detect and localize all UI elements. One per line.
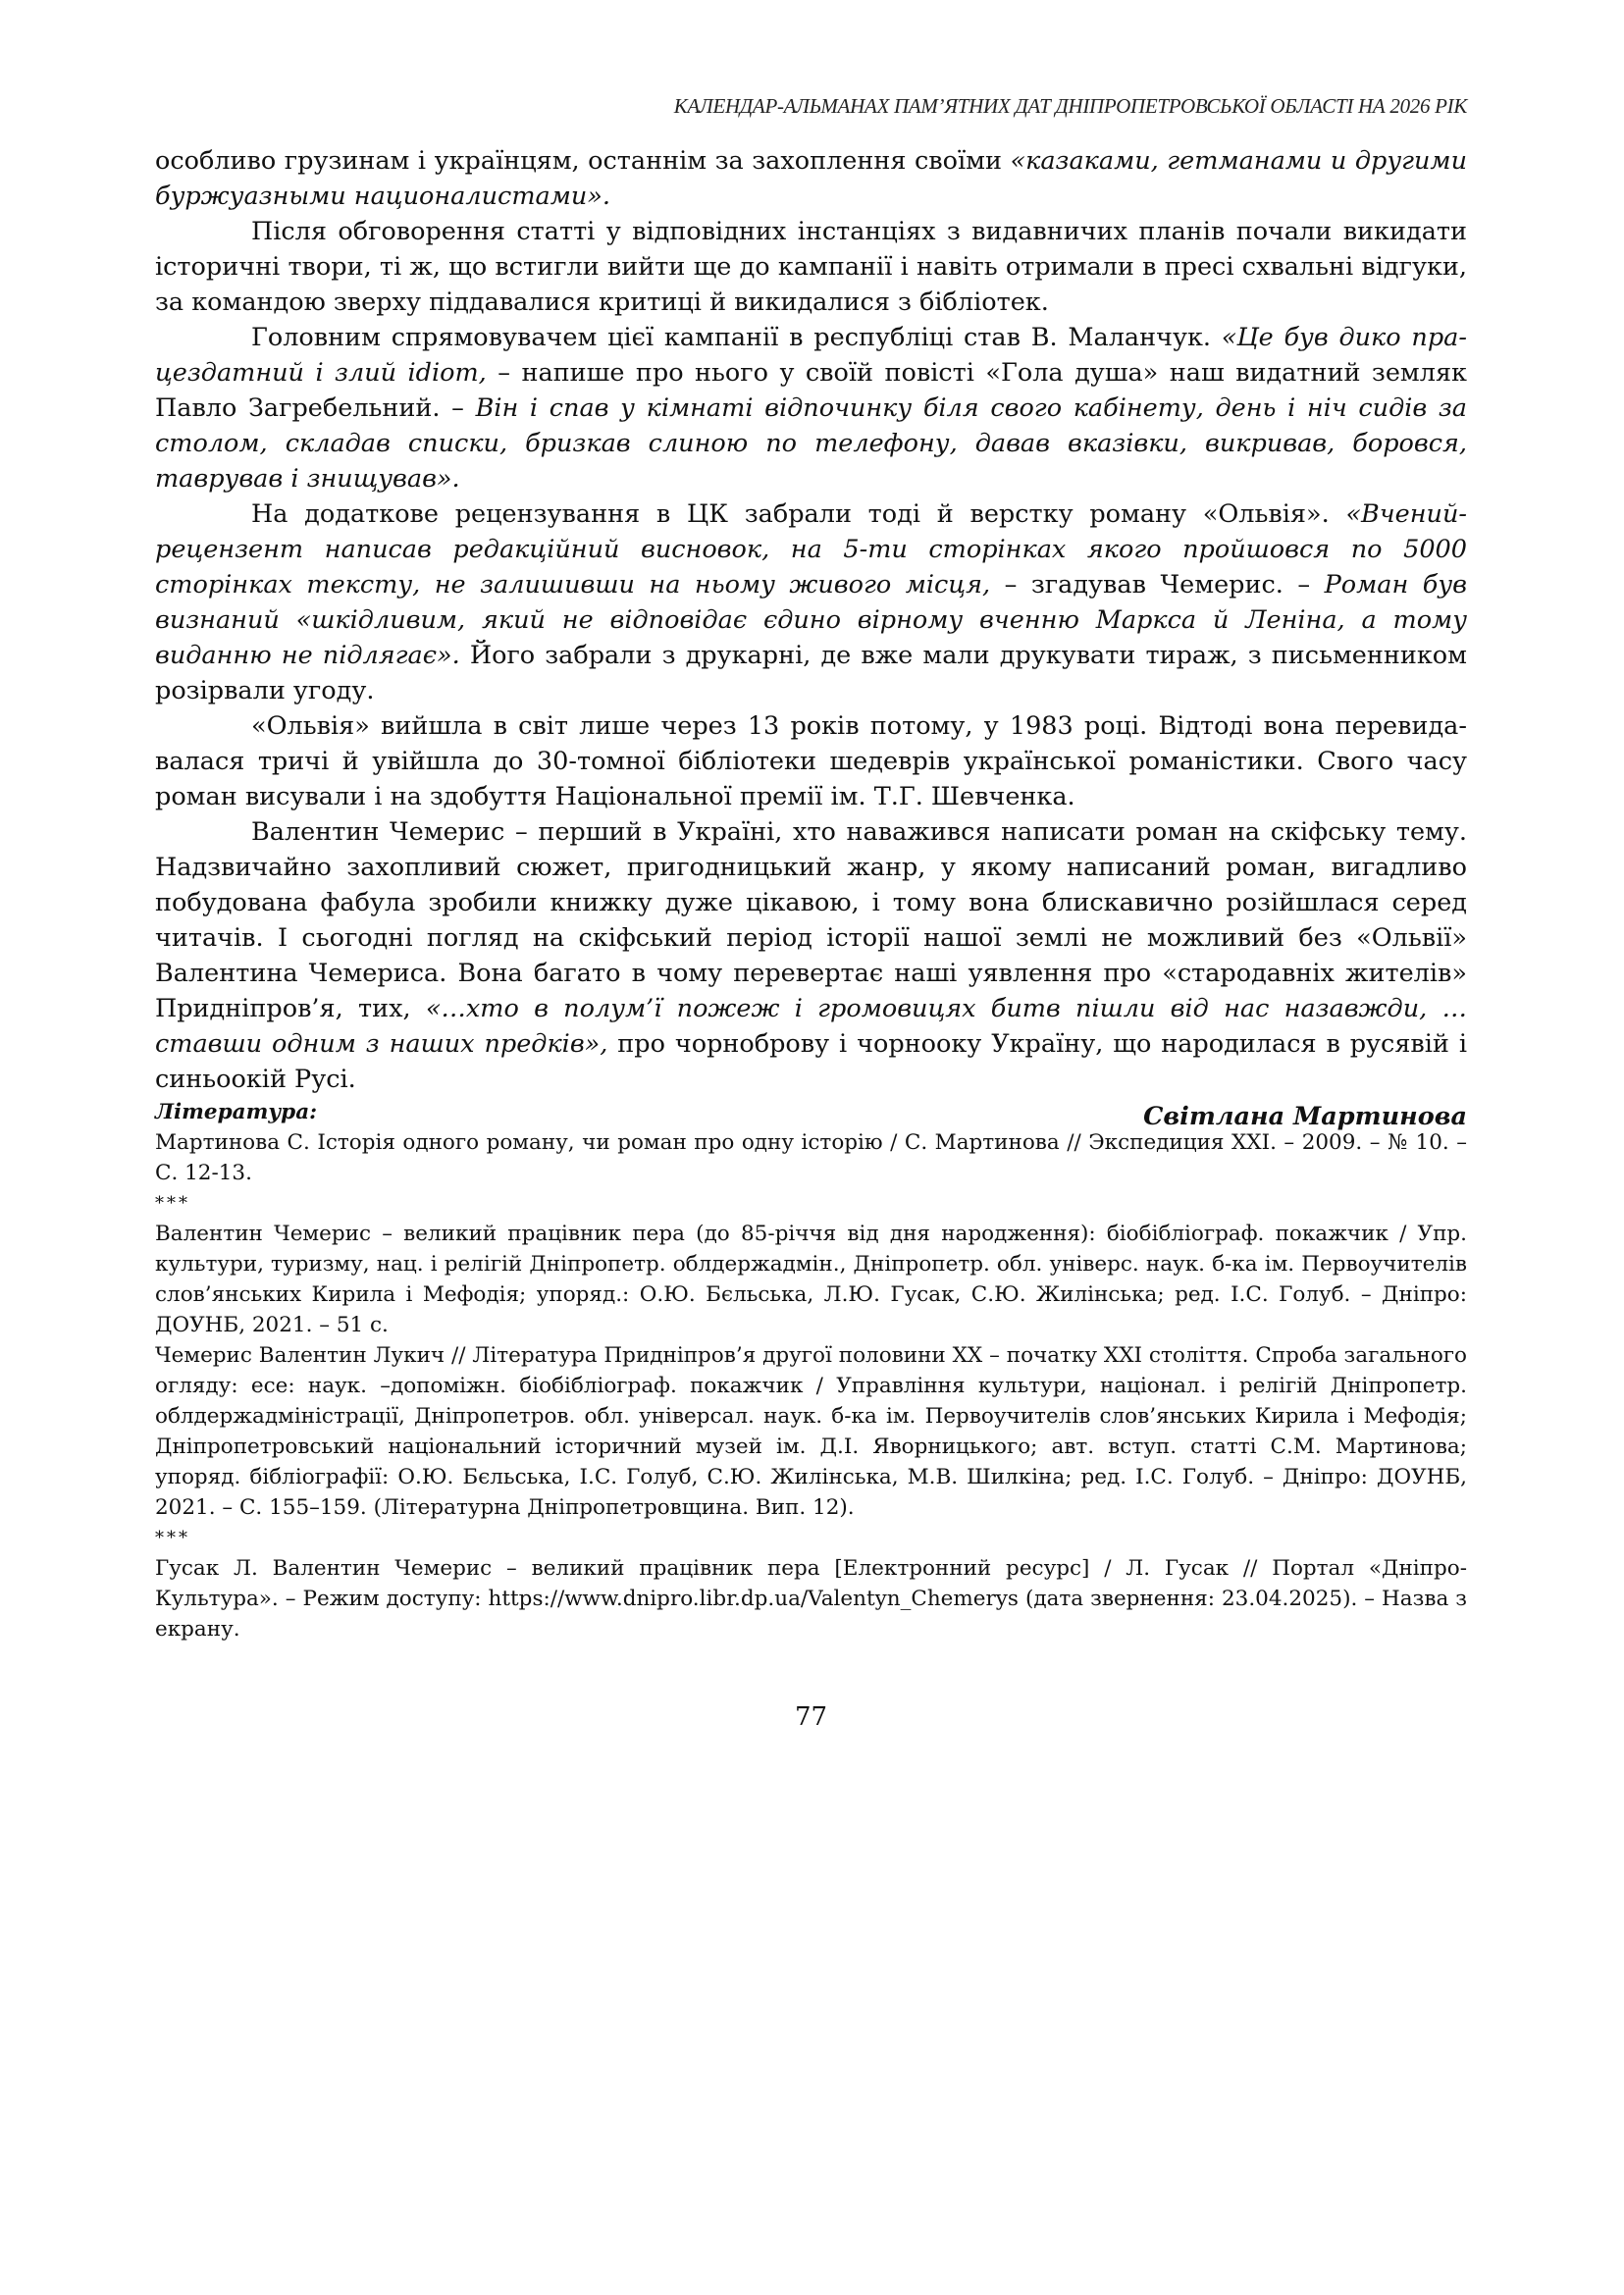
separator: *** (155, 1193, 190, 1214)
article-body (155, 143, 1467, 1134)
quotation: «казаками, гетманами и другими буржуазными националистами». (155, 146, 1467, 211)
paragraph-text: особливо грузинам і українцям, останнім за захоплення своїми (155, 146, 1011, 176)
author-signature: Світлана Мартинова (1143, 1102, 1467, 1131)
quotation: Роман був визнаний «шкідливим, який не відповідає єдино вірному вченню Маркса й Леніна, а тому виданню не підлягає». (155, 570, 1467, 670)
quotation: «Це був дико працездатний і злий idiom, (155, 323, 1467, 388)
reference-item: Чемерис Валентин Лукич // Література Придніпров’я другої половини XX – початку XXI століття. Спроба загального огляду: есе: наук. –допоміжн. біобібліограф. покажчик / Управління культури, націонал. і релігій Дніпропетр. облдержадміністрації, Дніпропетров. обл. універсал. наук. б-ка ім. Первоучителів слов’янських Кирила і Мефодія; Дніпропетровський національний історичний музей ім. Д.І. Яворницького; авт. вступ. статті С.М. Мартинова; упоряд. бібліографії: О.Ю. Бєльська, І.С. Голуб, С.Ю. Жилінська, М.В. Шилкіна; ред. І.С. Голуб. – Дніпро: ДОУНБ, 2021. – С. 155–159. (Літературна Дніпропетровщина. Вип. 12). (155, 1343, 1467, 1520)
paragraph (155, 320, 1467, 496)
quotation: «Вчений-рецензент написав редакційний висновок, на 5-ти сторінках якого пройшовся по 5000 сторінках тексту, не залишивши на ньому живого місця, (155, 499, 1467, 600)
separator: *** (155, 1528, 190, 1548)
paragraph-text: Головним спрямовувачем цієї кампанії в республіці став В. Маланчук. (251, 323, 1222, 352)
references-heading: Література: (155, 1100, 318, 1124)
paragraph-text: На додаткове рецензування в ЦК забрали тоді й верстку роману «Ольвія». (251, 499, 1346, 529)
paragraph (155, 814, 1467, 1097)
paragraph-text: – напише про нього у своїй повісті «Гола душа» наш видатний земляк Павло Загребельний. – (155, 358, 1467, 423)
paragraph-text: «Ольвія» вийшла в світ лише через 13 років потому, у 1983 році. Відтоді вона перевидавалася тричі й увійшла до 30-томної бібліотеки шедеврів української романістики. Свого часу роман висували і на здобуття Національної премії ім. Т.Г. Шевченка. (155, 711, 1467, 811)
paragraph-text: Після обговорення статті у відповідних інстанціях з видавничих планів почали викидати історичні твори, ті ж, що встигли вийти ще до кампанії і навіть отримали в пресі схвальні відгуки, за командою зверху піддавалися критиці й викидалися з бібліотек. (155, 217, 1467, 317)
paragraph-text: про чорноброву і чорнооку Україну, що народилася в русявій і синьоокій Русі. (155, 1029, 1467, 1094)
paragraph-text: – згадував Чемерис. – (990, 570, 1325, 600)
reference-item: Мартинова С. Історія одного роману, чи роман про одну історію / С. Мартинова // Экспедиция XXI. – 2009. – № 10. – С. 12-13. (155, 1130, 1467, 1185)
reference-item: Валентин Чемерис – великий працівник пера (до 85-річчя від дня народження): біобібліограф. покажчик / Упр. культури, туризму, нац. і релігій Дніпропетр. облдержадмін., Дніпропетр. обл. універс. наук. б-ка ім. Первоучителів слов’янських Кирила і Мефодія; упоряд.: О.Ю. Бєльська, Л.Ю. Гусак, С.Ю. Жилінська; ред. І.С. Голуб. – Дніпро: ДОУНБ, 2021. – 51 с. (155, 1222, 1467, 1337)
paragraph (155, 143, 1467, 214)
paragraph-text: Його забрали з друкарні, де вже мали друкувати тираж, з письменником розірвали угоду. (155, 641, 1467, 705)
paragraph-text: Валентин Чемерис – перший в Україні, хто наважився написати роман на скіфську тему. Надзвичайно захопливий сюжет, пригодницький жанр, у якому написаний роман, вигадливо побудована фабула зробили книжку дуже цікавою, і тому вона блискавично розійшлася серед читачів. І сьогодні погляд на скіфський період історії нашої землі не можливий без «Ольвії» Валентина Чемериса. Вона багато в чому перевертає наші уявлення про «стародавніх жителів» Придніпров’я, тих, (155, 817, 1467, 1023)
paragraph (155, 214, 1467, 320)
paragraph (155, 496, 1467, 708)
quotation: Він і спав у кімнаті відпочинку біля свого кабінету, день і ніч сидів за столом, складав списки, бризкав слиною по телефону, давав вказівки, викривав, боровся, таврував і знищував». (155, 393, 1467, 494)
running-header: КАЛЕНДАР-АЛЬМАНАХ ПАМ’ЯТНИХ ДАТ ДНІПРОПЕТРОВСЬКОЇ ОБЛАСТІ НА 2026 РІК (673, 94, 1467, 118)
quotation: «…хто в полум’ї пожеж і громовицях битв пішли від нас назавжди, … ставши одним з наших предків», (155, 994, 1467, 1059)
page-number: 77 (794, 1702, 828, 1732)
reference-item: Гусак Л. Валентин Чемерис – великий працівник пера [Електронний ресурс] / Л. Гусак // Портал «Дніпро-Культура». – Режим доступу: https://www.dnipro.libr.dp.ua/Valentyn_Chemerys (дата звернення: 23.04.2025). – Назва з екрану. (155, 1556, 1467, 1642)
references-section (155, 1097, 1467, 1644)
paragraph (155, 708, 1467, 814)
